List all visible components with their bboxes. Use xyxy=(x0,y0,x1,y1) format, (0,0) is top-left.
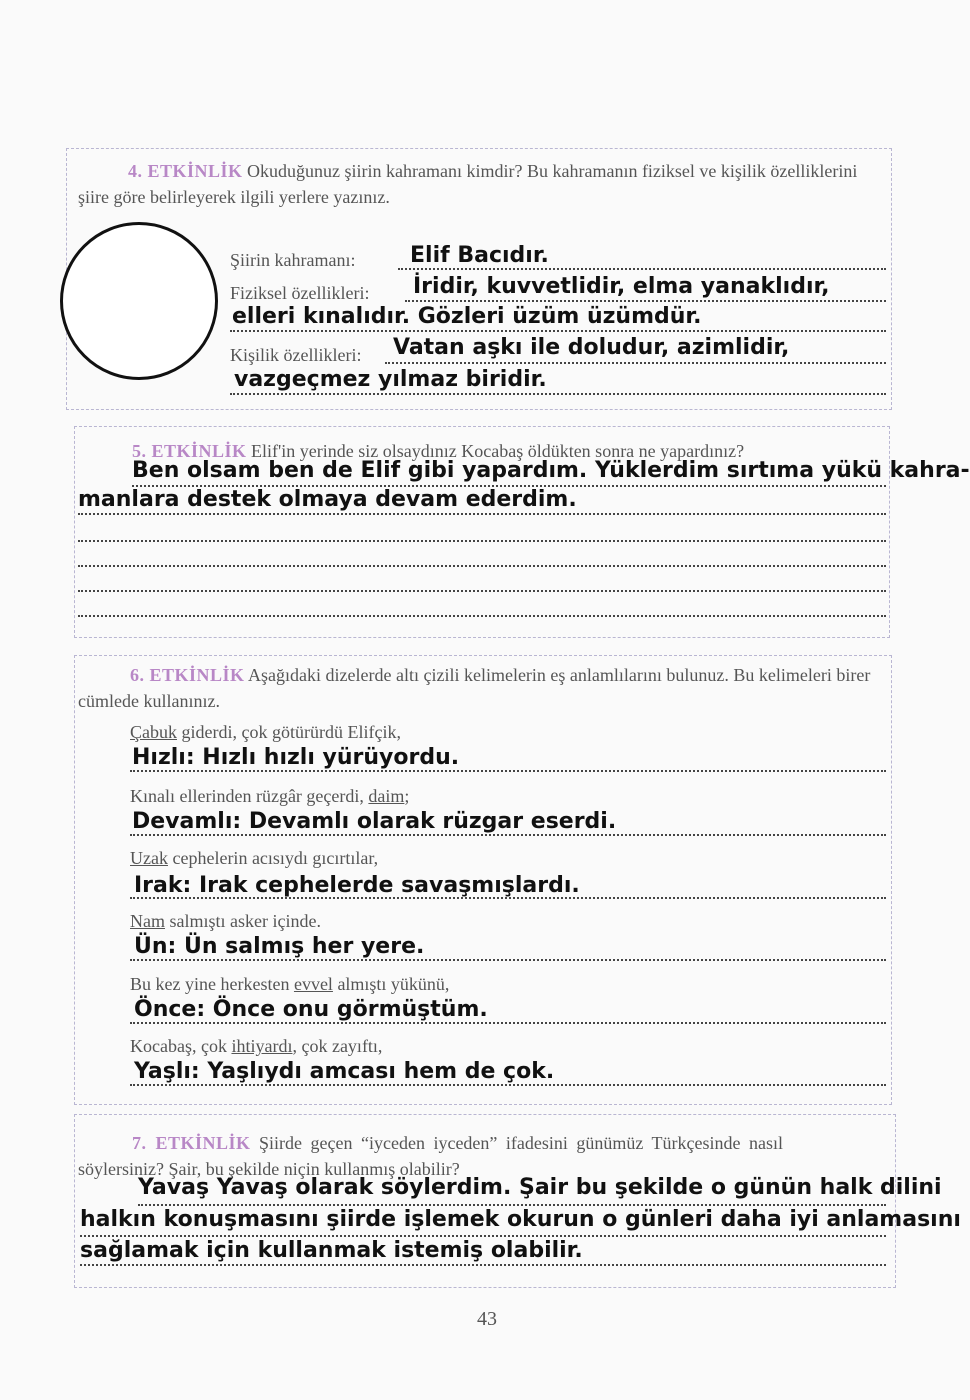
synonym-line-6 xyxy=(130,1084,886,1086)
activity-5-line-6 xyxy=(78,615,886,617)
hero-portrait-circle xyxy=(60,222,218,380)
verse-line-5: Bu kez yine herkesten evvel almıştı yükünü, xyxy=(130,974,450,994)
personality-answer-2: vazgeçmez yılmaz biridir. xyxy=(234,367,547,392)
hero-answer-line xyxy=(398,268,886,270)
activity-4-label: 4. ETKİNLİK xyxy=(128,161,243,181)
personality-answer-1: Vatan aşkı ile doludur, azimlidir, xyxy=(393,335,790,360)
verse-line-1: Çabuk giderdi, çok götürürdü Elifçik, xyxy=(130,722,401,742)
synonym-line-3 xyxy=(130,897,886,899)
activity-7-question-line-1 xyxy=(132,1130,783,1156)
personality-answer-line-2 xyxy=(230,393,886,395)
verse-line-2: Kınalı ellerinden rüzgâr geçerdi, daim; xyxy=(130,786,410,806)
physical-answer-2: elleri kınalıdır. Gözleri üzüm üzümdür. xyxy=(232,304,702,329)
activity-5-answer-1: Ben olsam ben de Elif gibi yapardım. Yüklerdim sırtıma yükü kahra- xyxy=(132,458,970,483)
activity-6-question xyxy=(78,662,890,714)
hero-answer: Elif Bacıdır. xyxy=(410,243,549,268)
synonym-line-4 xyxy=(130,959,886,961)
activity-5-label: 5. ETKİNLİK xyxy=(132,441,247,461)
activity-7-answer-2: halkın konuşmasını şiirde işlemek okurun o günleri daha iyi anlamasını xyxy=(80,1207,961,1232)
page-number: 43 xyxy=(477,1308,497,1330)
hero-label: Şiirin kahramanı: xyxy=(230,250,356,270)
activity-5-line-5 xyxy=(78,590,886,592)
activity-6-label: 6. ETKİNLİK xyxy=(130,665,245,685)
physical-label: Fiziksel özellikleri: xyxy=(230,283,370,303)
synonym-answer-1: Hızlı: Hızlı hızlı yürüyordu. xyxy=(132,745,460,770)
personality-answer-line-1 xyxy=(385,362,886,364)
verse-line-3: Uzak cephelerin acısıydı gıcırtılar, xyxy=(130,848,379,868)
synonym-line-2 xyxy=(130,834,886,836)
synonym-answer-5: Önce: Önce onu görmüştüm. xyxy=(134,997,488,1022)
physical-answer-line-2 xyxy=(230,330,886,332)
activity-5-question-text: Elif'in yerinde siz olsaydınız Kocabaş öldükten sonra ne yapardınız? xyxy=(251,441,745,461)
synonym-answer-2: Devamlı: Devamlı olarak rüzgar eserdi. xyxy=(132,809,617,834)
physical-answer-1: İridir, kuvvetlidir, elma yanaklıdır, xyxy=(413,274,830,299)
physical-answer-line-1 xyxy=(405,300,886,302)
activity-5-answer-2: manlara destek olmaya devam ederdim. xyxy=(78,487,577,512)
activity-4-question-text: Okuduğunuz şiirin kahramanı kimdir? Bu kahramanın fiziksel ve kişilik özelliklerini şiire göre belirleyerek ilgili yerlere yazınız. xyxy=(78,161,858,207)
activity-7-question-line-2: söylersiniz? Şair, bu şekilde niçin kullanmış olabilir? xyxy=(78,1159,460,1179)
verse-line-4: Nam salmıştı asker içinde. xyxy=(130,911,321,931)
activity-5-line-3 xyxy=(78,540,886,542)
synonym-answer-4: Ün: Ün salmış her yere. xyxy=(134,934,425,959)
synonym-line-1 xyxy=(130,770,886,772)
synonym-answer-3: Irak: Irak cephelerde savaşmışlardı. xyxy=(134,873,580,898)
synonym-line-5 xyxy=(130,1022,886,1024)
activity-7-answer-1: Yavaş Yavaş olarak söylerdim. Şair bu şekilde o günün halk dilini xyxy=(138,1175,942,1200)
activity-7-line-3 xyxy=(80,1264,886,1266)
activity-7-label: 7. ETKİNLİK xyxy=(132,1133,251,1153)
personality-label: Kişilik özellikleri: xyxy=(230,345,362,365)
activity-7-question-text-1: Şiirde geçen “iyceden iyceden” ifadesini günümüz Türkçesinde nasıl xyxy=(259,1133,784,1153)
verse-line-6: Kocabaş, çok ihtiyardı, çok zayıftı, xyxy=(130,1036,383,1056)
activity-5-line-2 xyxy=(78,513,886,515)
activity-5-line-4 xyxy=(78,565,886,567)
synonym-answer-6: Yaşlı: Yaşlıydı amcası hem de çok. xyxy=(134,1059,555,1084)
activity-4-question xyxy=(78,158,888,210)
activity-7-answer-3: sağlamak için kullanmak istemiş olabilir. xyxy=(80,1238,583,1263)
activity-6-question-text: Aşağıdaki dizelerde altı çizili kelimelerin eş anlamlılarını bulunuz. Bu kelimeleri birer cümlede kullanınız. xyxy=(78,665,871,711)
